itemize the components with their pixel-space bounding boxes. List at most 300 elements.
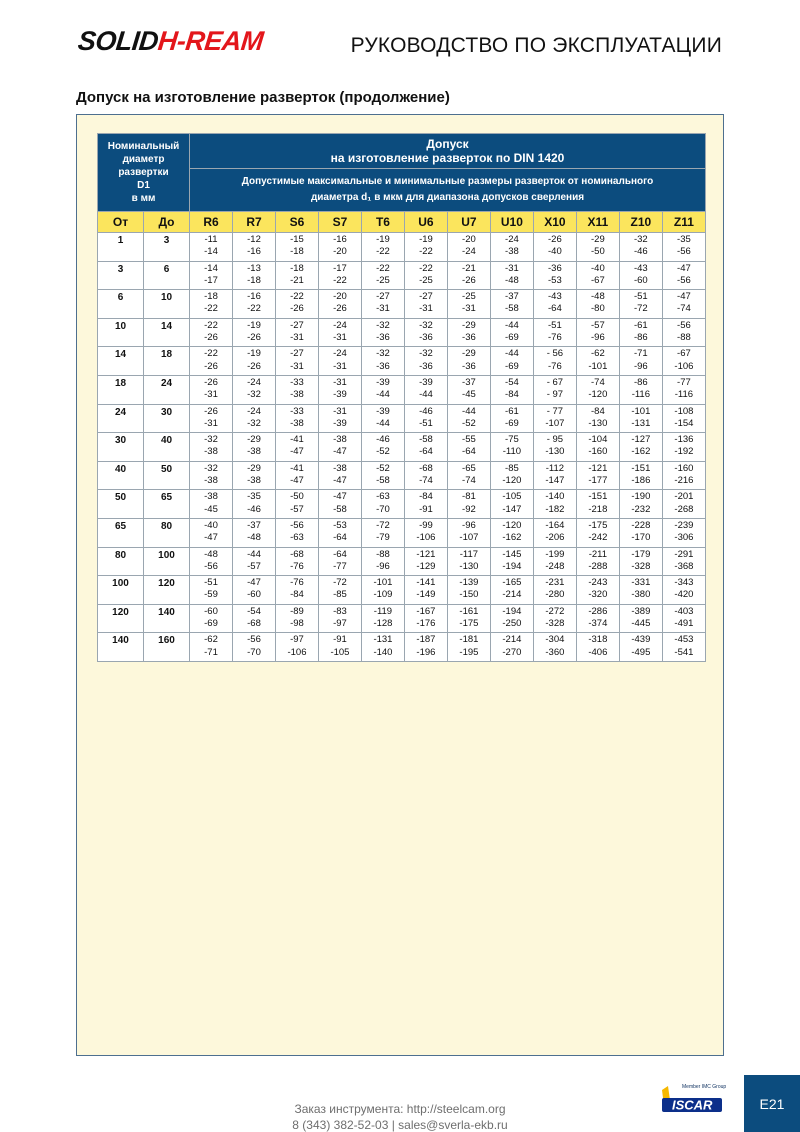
max-value: -136 — [674, 434, 694, 446]
tolerance-cell — [233, 518, 276, 547]
max-value: -187 — [416, 634, 436, 646]
max-value: -46 — [376, 434, 390, 446]
min-value: -31 — [204, 389, 218, 401]
tolerance-cell — [361, 490, 404, 519]
tolerance-cell — [619, 518, 662, 547]
min-value: -26 — [204, 332, 218, 344]
tolerance-cell — [447, 290, 490, 319]
max-value: -389 — [631, 605, 651, 617]
tolerance-cell — [318, 547, 361, 576]
tolerance-cell — [533, 290, 576, 319]
tolerance-cell — [619, 576, 662, 605]
min-value: -31 — [333, 360, 347, 372]
max-value: -27 — [290, 319, 304, 331]
max-value: -32 — [633, 234, 648, 245]
min-value: -38 — [247, 446, 261, 458]
max-value: -56 — [247, 634, 261, 646]
col-header-x11: X11 — [576, 212, 619, 233]
range-from-cell: 50 — [98, 490, 144, 519]
max-value: -19 — [247, 348, 261, 360]
range-to-cell: 18 — [144, 347, 190, 376]
max-value: -31 — [333, 376, 347, 388]
max-value: -29 — [462, 319, 476, 331]
tolerance-cell — [447, 461, 490, 490]
min-value: -74 — [419, 475, 433, 487]
min-value: -57 — [290, 503, 304, 515]
min-value: -541 — [674, 646, 694, 658]
max-value: -47 — [247, 577, 261, 589]
max-value: -85 — [505, 462, 519, 474]
min-value: -22 — [419, 246, 433, 258]
tolerance-cell — [275, 318, 318, 347]
max-value: -160 — [674, 462, 694, 474]
max-value: -51 — [633, 291, 648, 303]
min-value: -218 — [588, 503, 608, 515]
tolerance-cell — [275, 461, 318, 490]
max-value: -161 — [459, 605, 479, 617]
min-value: -64 — [419, 446, 433, 458]
min-value: -101 — [588, 360, 608, 372]
tolerance-cell — [490, 318, 533, 347]
tolerance-cell — [533, 633, 576, 662]
min-value: -328 — [631, 560, 651, 572]
tolerance-cell — [576, 347, 619, 376]
tolerance-subheader: Допустимые максимальные и минимальные размеры разверток от номинального диаметра d₁ в мкм для диапазона допусков сверления — [190, 169, 706, 212]
max-value: -81 — [462, 491, 476, 503]
tolerance-cell — [190, 261, 233, 290]
min-value: -77 — [333, 560, 347, 572]
max-value: -439 — [631, 634, 651, 646]
min-value: -406 — [588, 646, 608, 658]
max-value: -29 — [591, 234, 605, 245]
max-value: -16 — [247, 291, 261, 303]
max-value: -19 — [376, 234, 390, 245]
tolerance-cell — [318, 633, 361, 662]
min-value: -47 — [204, 532, 218, 544]
min-value: -306 — [674, 532, 694, 544]
min-value: -147 — [502, 503, 522, 515]
tolerance-cell — [275, 633, 318, 662]
range-to-cell: 6 — [144, 261, 190, 290]
tolerance-cell — [318, 433, 361, 462]
max-value: -97 — [290, 634, 304, 646]
nominal-diameter-header: Номинальный диаметр развертки D1 в мм — [98, 134, 190, 212]
max-value: -63 — [376, 491, 390, 503]
tolerance-cell — [361, 290, 404, 319]
min-value: -64 — [462, 446, 476, 458]
max-value: -145 — [502, 548, 522, 560]
tolerance-cell — [275, 604, 318, 633]
tolerance-cell — [361, 633, 404, 662]
max-value: -22 — [376, 262, 390, 274]
min-value: -91 — [419, 503, 433, 515]
tolerance-cell — [619, 461, 662, 490]
range-from-cell: 1 — [98, 233, 144, 262]
range-from-cell: 3 — [98, 261, 144, 290]
min-value: -109 — [373, 589, 393, 601]
max-value: -37 — [505, 291, 519, 303]
range-to-cell: 140 — [144, 604, 190, 633]
max-value: -99 — [419, 519, 433, 531]
range-from-cell: 18 — [98, 375, 144, 404]
tolerance-cell — [447, 318, 490, 347]
max-value: -318 — [588, 634, 608, 646]
min-value: -182 — [545, 503, 565, 515]
max-value: -117 — [459, 548, 479, 560]
max-value: -84 — [591, 405, 605, 417]
min-value: -120 — [588, 389, 608, 401]
max-value: -101 — [631, 405, 651, 417]
max-value: -60 — [204, 605, 218, 617]
max-value: -29 — [247, 434, 261, 446]
tolerance-cell — [490, 233, 533, 262]
table-row — [98, 233, 706, 262]
max-value: -228 — [631, 519, 651, 531]
table-row — [98, 347, 706, 376]
max-value: -22 — [204, 319, 218, 331]
table-row — [98, 604, 706, 633]
tolerance-cell — [318, 604, 361, 633]
max-value: -165 — [502, 577, 522, 589]
max-value: -26 — [548, 234, 562, 245]
tolerance-cell — [190, 547, 233, 576]
min-value: -445 — [631, 618, 651, 630]
col-header-to: До — [144, 212, 190, 233]
tolerance-cell — [619, 290, 662, 319]
tolerance-cell — [404, 261, 447, 290]
min-value: -97 — [333, 618, 347, 630]
table-row — [98, 461, 706, 490]
max-value: -26 — [204, 405, 218, 417]
max-value: -36 — [548, 262, 562, 274]
max-value: -190 — [631, 491, 651, 503]
tolerance-cell — [233, 318, 276, 347]
min-value: -38 — [204, 475, 218, 487]
min-value: -38 — [290, 417, 304, 429]
max-value: -32 — [419, 319, 433, 331]
col-header-s7: S7 — [318, 212, 361, 233]
min-value: -140 — [373, 646, 393, 658]
max-value: -72 — [376, 519, 390, 531]
tolerance-cell — [533, 233, 576, 262]
range-from-cell: 40 — [98, 461, 144, 490]
max-value: -54 — [505, 376, 519, 388]
min-value: -96 — [591, 332, 605, 344]
tolerance-cell — [619, 375, 662, 404]
max-value: -71 — [633, 348, 648, 360]
min-value: -106 — [287, 646, 307, 658]
max-value: -72 — [333, 577, 347, 589]
range-to-cell: 80 — [144, 518, 190, 547]
min-value: -105 — [330, 646, 350, 658]
table-panel — [76, 114, 724, 1056]
tolerance-cell — [533, 461, 576, 490]
tolerance-cell — [447, 633, 490, 662]
max-value: -19 — [419, 234, 433, 245]
tolerance-cell — [662, 461, 705, 490]
tolerance-cell — [404, 490, 447, 519]
tolerance-cell — [275, 404, 318, 433]
iscar-logo-icon — [660, 1086, 730, 1114]
max-value: -31 — [333, 405, 347, 417]
min-value: -149 — [416, 589, 436, 601]
max-value: -44 — [505, 348, 519, 360]
max-value: -35 — [247, 491, 261, 503]
max-value: -68 — [290, 548, 304, 560]
max-value: -243 — [588, 577, 608, 589]
tolerance-cell — [576, 490, 619, 519]
tolerance-cell — [662, 261, 705, 290]
min-value: -38 — [505, 246, 519, 258]
min-value: -44 — [376, 417, 390, 429]
min-value: -38 — [290, 389, 304, 401]
max-value: -61 — [505, 405, 519, 417]
table-row — [98, 433, 706, 462]
range-from-cell: 24 — [98, 404, 144, 433]
max-value: -272 — [545, 605, 565, 617]
min-value: -22 — [376, 246, 390, 258]
max-value: -27 — [290, 348, 304, 360]
min-value: -67 — [591, 274, 605, 286]
tolerance-cell — [233, 461, 276, 490]
tolerance-cell — [190, 461, 233, 490]
tolerance-cell — [619, 547, 662, 576]
min-value: -70 — [247, 646, 261, 658]
max-value: -214 — [502, 634, 522, 646]
min-value: -116 — [631, 389, 650, 401]
max-value: -25 — [462, 291, 476, 303]
tolerance-cell — [233, 233, 276, 262]
tolerance-cell — [361, 233, 404, 262]
min-value: -380 — [631, 589, 651, 601]
max-value: -77 — [677, 376, 691, 388]
max-value: -18 — [204, 291, 218, 303]
col-header-u6: U6 — [404, 212, 447, 233]
max-value: -453 — [674, 634, 694, 646]
range-to-cell: 120 — [144, 576, 190, 605]
max-value: -239 — [674, 519, 694, 531]
tolerance-cell — [361, 576, 404, 605]
tolerance-cell — [404, 233, 447, 262]
tolerance-cell — [318, 576, 361, 605]
min-value: -288 — [588, 560, 608, 572]
tolerance-cell — [361, 318, 404, 347]
max-value: -84 — [419, 491, 433, 503]
min-value: - 97 — [546, 389, 564, 401]
min-value: -31 — [333, 332, 347, 344]
tolerance-cell — [662, 347, 705, 376]
max-value: -65 — [462, 462, 476, 474]
min-value: -58 — [505, 303, 519, 315]
tolerance-cell — [361, 518, 404, 547]
tolerance-cell — [447, 375, 490, 404]
max-value: - 77 — [546, 405, 564, 417]
col-header-z11: Z11 — [662, 212, 705, 233]
max-value: -167 — [416, 605, 436, 617]
tolerance-cell — [662, 233, 705, 262]
min-value: -39 — [333, 417, 347, 429]
max-value: -51 — [204, 577, 218, 589]
min-value: -186 — [631, 475, 651, 487]
tolerance-cell — [361, 404, 404, 433]
min-value: -107 — [459, 532, 479, 544]
min-value: -491 — [674, 618, 694, 630]
min-value: -56 — [677, 274, 691, 286]
table-row — [98, 290, 706, 319]
tolerance-cell — [233, 633, 276, 662]
tolerance-cell — [447, 261, 490, 290]
range-to-cell: 3 — [144, 233, 190, 262]
max-value: -50 — [290, 491, 304, 503]
max-value: -62 — [204, 634, 218, 646]
tolerance-cell — [361, 347, 404, 376]
range-from-cell: 6 — [98, 290, 144, 319]
max-value: -51 — [548, 319, 562, 331]
min-value: -76 — [548, 332, 562, 344]
min-value: -328 — [545, 618, 565, 630]
max-value: -12 — [247, 234, 261, 245]
max-value: -38 — [333, 434, 347, 446]
max-value: -96 — [462, 519, 476, 531]
tolerance-cell — [490, 433, 533, 462]
range-to-cell: 14 — [144, 318, 190, 347]
min-value: -31 — [376, 303, 390, 315]
max-value: -44 — [247, 548, 261, 560]
max-value: -37 — [247, 519, 261, 531]
tolerance-cell — [490, 490, 533, 519]
tolerance-cell — [275, 375, 318, 404]
min-value: -64 — [333, 532, 347, 544]
max-value: -26 — [204, 376, 218, 388]
tolerance-cell — [447, 547, 490, 576]
min-value: -162 — [502, 532, 522, 544]
min-value: -26 — [247, 332, 261, 344]
max-value: -18 — [290, 262, 304, 274]
tolerance-cell — [447, 233, 490, 262]
tolerance-cell — [662, 576, 705, 605]
min-value: -44 — [376, 389, 390, 401]
col-header-r7: R7 — [233, 212, 276, 233]
table-body — [98, 233, 706, 662]
tolerance-cell — [190, 404, 233, 433]
max-value: -32 — [376, 348, 390, 360]
tolerance-cell — [576, 233, 619, 262]
max-value: -194 — [502, 605, 522, 617]
min-value: -280 — [545, 589, 565, 601]
min-value: -18 — [247, 274, 261, 286]
tolerance-cell — [619, 318, 662, 347]
min-value: -47 — [290, 446, 304, 458]
min-value: -74 — [462, 475, 476, 487]
min-value: -47 — [333, 475, 347, 487]
range-from-cell: 80 — [98, 547, 144, 576]
max-value: -304 — [545, 634, 565, 646]
max-value: -76 — [290, 577, 304, 589]
range-to-cell: 100 — [144, 547, 190, 576]
max-value: -17 — [333, 262, 347, 274]
tolerance-cell — [404, 404, 447, 433]
max-value: -33 — [290, 376, 304, 388]
tolerance-cell — [490, 518, 533, 547]
tolerance-cell — [533, 518, 576, 547]
min-value: -86 — [633, 332, 648, 344]
col-header-u7: U7 — [447, 212, 490, 233]
max-value: -48 — [591, 291, 605, 303]
min-value: -69 — [204, 618, 218, 630]
max-value: -22 — [204, 348, 218, 360]
max-value: -27 — [376, 291, 390, 303]
col-header-z10: Z10 — [619, 212, 662, 233]
min-value: -31 — [462, 303, 476, 315]
range-to-cell: 160 — [144, 633, 190, 662]
min-value: -25 — [376, 274, 390, 286]
max-value: -40 — [591, 262, 605, 274]
tolerance-cell — [404, 633, 447, 662]
tolerance-cell — [318, 375, 361, 404]
min-value: -51 — [419, 417, 433, 429]
tolerance-cell — [447, 576, 490, 605]
tolerance-cell — [190, 233, 233, 262]
table-row — [98, 576, 706, 605]
max-value: -55 — [462, 434, 476, 446]
tolerance-cell — [190, 633, 233, 662]
tolerance-cell — [318, 347, 361, 376]
tolerance-cell — [361, 461, 404, 490]
min-value: -22 — [333, 274, 347, 286]
max-value: -62 — [591, 348, 605, 360]
min-value: -196 — [416, 646, 436, 658]
tolerance-cell — [404, 318, 447, 347]
max-value: -121 — [588, 462, 608, 474]
min-value: -59 — [204, 589, 218, 601]
min-value: -268 — [674, 503, 694, 515]
min-value: -58 — [333, 503, 347, 515]
column-header-row — [98, 212, 706, 233]
tolerance-cell — [190, 576, 233, 605]
min-value: -76 — [548, 360, 562, 372]
min-value: -53 — [548, 274, 562, 286]
min-value: -46 — [633, 246, 648, 258]
min-value: -150 — [459, 589, 479, 601]
tolerance-cell — [318, 233, 361, 262]
tolerance-cell — [490, 375, 533, 404]
min-value: -46 — [247, 503, 261, 515]
tolerance-cell — [275, 490, 318, 519]
max-value: -35 — [677, 234, 691, 245]
tolerance-cell — [190, 375, 233, 404]
min-value: -60 — [633, 274, 648, 286]
max-value: -61 — [633, 319, 648, 331]
tolerance-cell — [275, 518, 318, 547]
tolerance-cell — [275, 347, 318, 376]
table-row — [98, 404, 706, 433]
tolerance-cell — [275, 433, 318, 462]
max-value: -286 — [588, 605, 608, 617]
range-from-cell: 120 — [98, 604, 144, 633]
tolerance-cell — [662, 375, 705, 404]
tolerance-cell — [576, 518, 619, 547]
max-value: -43 — [548, 291, 562, 303]
tolerance-cell — [190, 318, 233, 347]
tolerance-cell — [318, 261, 361, 290]
tolerance-cell — [490, 604, 533, 633]
tolerance-cell — [190, 604, 233, 633]
tolerance-cell — [233, 490, 276, 519]
min-value: -107 — [545, 417, 565, 429]
max-value: -83 — [333, 605, 347, 617]
max-value: -15 — [290, 234, 304, 245]
tolerance-cell — [533, 404, 576, 433]
